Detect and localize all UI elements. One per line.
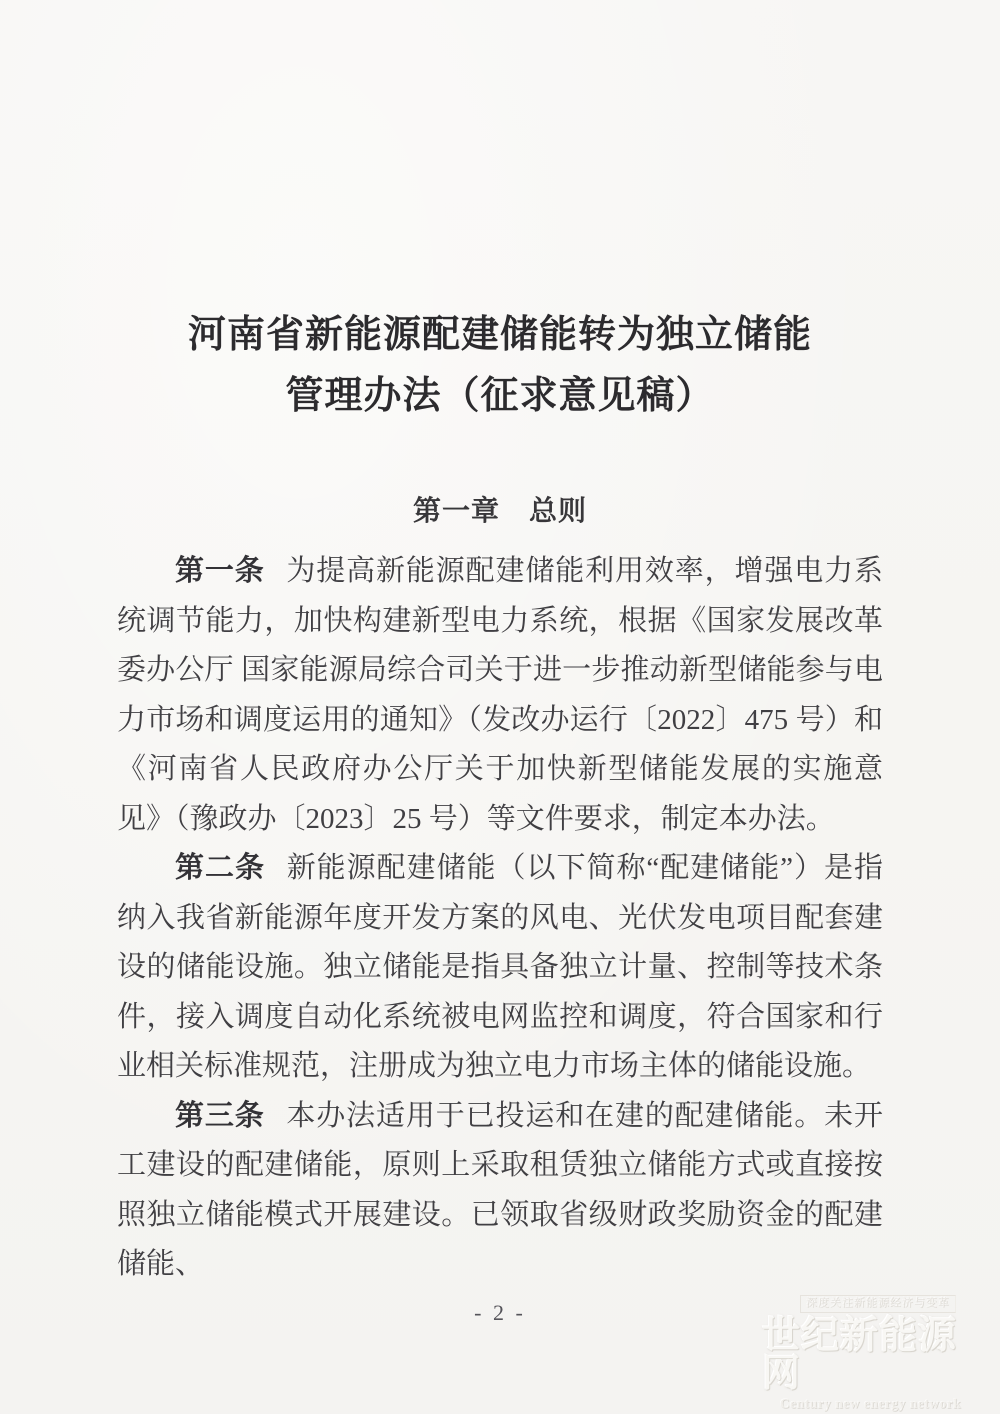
document-title-line2: 管理办法（征求意见稿） xyxy=(285,375,715,417)
article-1-label: 第一条 xyxy=(175,555,265,587)
page-number: - 2 - xyxy=(474,1300,526,1325)
document-title-line1: 河南省新能源配建储能转为独立储能 xyxy=(187,314,812,356)
document-body xyxy=(117,547,883,1290)
article-2-label: 第二条 xyxy=(175,852,265,884)
paragraph-article-1 xyxy=(117,547,883,844)
chapter-heading: 第一章 总则 xyxy=(412,496,587,527)
watermark xyxy=(762,1294,994,1411)
watermark-brand-english: Century new energy network xyxy=(780,1395,962,1411)
article-3-text: 本办法适用于已投运和在建的配建储能。未开工建设的配建储能，原则上采取租赁独立储能方式或直接按照独立储能模式开展建设。已领取省级财政奖励资金的配建储能、 xyxy=(117,1099,883,1280)
article-1-text: 为提高新能源配建储能利用效率，增强电力系统调节能力，加快构建新型电力系统，根据《国家发展改革委办公厅 国家能源局综合司关于进一步推动新型储能参与电力市场和调度运用的通知》（发改办运行〔2022〕475 号）和《河南省人民政府办公厅关于加快新型储能发展的实施意见》（豫政办〔2023〕25 号）等文件要求，制定本办法。 xyxy=(117,555,883,835)
watermark-brand-logo: 世纪新能源网 xyxy=(762,1314,958,1395)
paragraph-article-3 xyxy=(117,1092,883,1290)
article-2-text: 新能源配建储能（以下简称“配建储能”）是指纳入我省新能源年度开发方案的风电、光伏发电项目配套建设的储能设施。独立储能是指具备独立计量、控制等技术条件，接入调度自动化系统被电网监控和调度，符合国家和行业相关标准规范，注册成为独立电力市场主体的储能设施。 xyxy=(117,852,883,1082)
article-3-label: 第三条 xyxy=(175,1099,265,1132)
watermark-tagline: 深度关注新能源经济与变革 xyxy=(800,1295,956,1313)
document-title xyxy=(0,0,1000,427)
paragraph-article-2 xyxy=(117,844,883,1092)
